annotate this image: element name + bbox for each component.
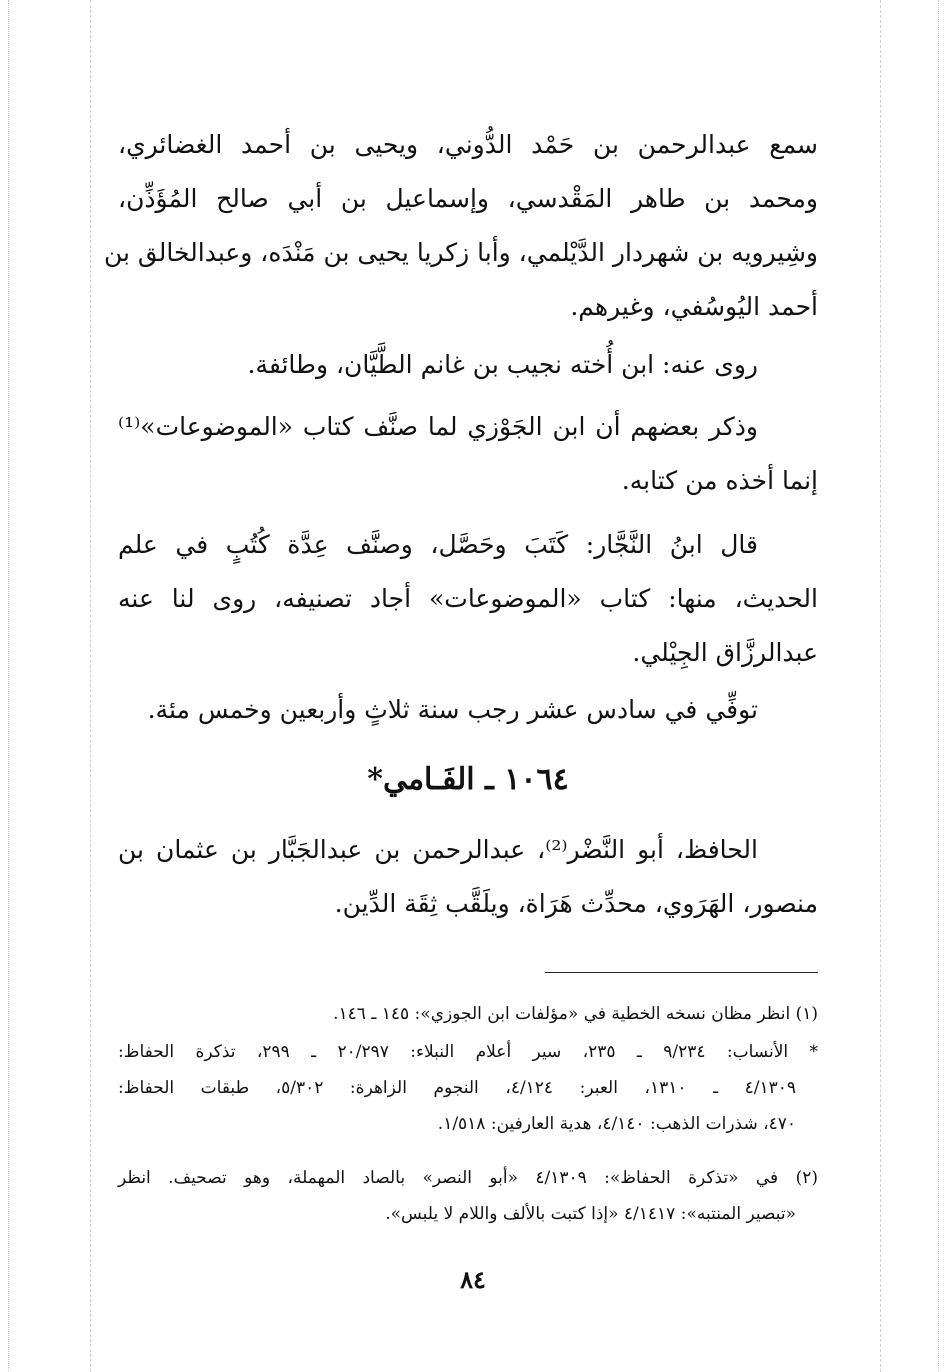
text-line: روى عنه: ابن أُخته نجيب بن غانم الطَّيَّان، وطائفة. xyxy=(247,350,758,379)
footnote-line: * الأنساب: ٩/٢٣٤ ـ ٢٣٥، سير أعلام النبلاء: ٢٠/٢٩٧ ـ ٢٩٩، تذكرة الحفاظ: xyxy=(118,1042,818,1062)
text-line: عبدالرزَّاق الجِيْلي. xyxy=(632,638,818,667)
text-line: أحمد اليُوسُفي، وغيرهم. xyxy=(570,292,818,321)
page-number: ٨٤ xyxy=(460,1265,486,1294)
footnote-divider xyxy=(545,972,818,973)
scan-edge-left xyxy=(8,0,9,1372)
text-line: الحافظ، أبو النَّضْر⁽²⁾، عبدالرحمن بن عبدالجَبَّار بن عثمان بن xyxy=(118,835,758,864)
paragraph-heard-from xyxy=(103,118,818,334)
entry-heading: ١٠٦٤ ـ الفَـامي* xyxy=(367,762,569,797)
text-line: الحديث، منها: كتاب «الموضوعات» أجاد تصنيفه، روى لنا عنه xyxy=(118,584,818,613)
paragraph-entry-body xyxy=(118,823,818,931)
footnote-1 xyxy=(118,996,818,1032)
footnote-line: (١) انظر مظان نسخه الخطية في «مؤلفات ابن الجوزي»: ١٤٥ ـ ١٤٦. xyxy=(333,1004,818,1024)
paragraph-ibn-al-jawzi xyxy=(118,400,818,508)
footnote-2 xyxy=(118,1160,818,1232)
text-line: ومحمد بن طاهر المَقْدسي، وإسماعيل بن أبي صالح المُؤَذِّن، xyxy=(118,184,818,213)
footnote-line: ٤/١٣٠٩ ـ ١٣١٠، العبر: ٤/١٢٤، النجوم الزاهرة: ٥/٣٠٢، طبقات الحفاظ: xyxy=(118,1078,796,1098)
text-line: وذكر بعضهم أن ابن الجَوْزي لما صنَّف كتاب «الموضوعات»⁽¹⁾ xyxy=(118,412,758,441)
scan-edge-right xyxy=(938,0,939,1372)
scan-margin-left xyxy=(90,0,91,1372)
scan-margin-right xyxy=(880,0,881,1372)
text-line: إنما أخذه من كتابه. xyxy=(621,466,818,495)
text-line: توفِّي في سادس عشر رجب سنة ثلاثٍ وأربعين وخمس مئة. xyxy=(147,695,758,724)
text-line: منصور، الهَرَوي، محدِّث هَرَاة، ويلَقَّب ثِقَة الدِّين. xyxy=(334,889,818,918)
paragraph-ibn-al-najjar xyxy=(118,518,818,680)
footnote-star xyxy=(118,1034,818,1142)
text-line: سمع عبدالرحمن بن حَمْد الدُّوني، ويحيى بن أحمد الغضائري، xyxy=(118,130,818,159)
footnote-line: (٢) في «تذكرة الحفاظ»: ٤/١٣٠٩ «أبو النصر» بالصاد المهملة، وهو تصحيف. انظر xyxy=(118,1168,818,1188)
text-line: وشِيرويه بن شهردار الدَّيْلمي، وأبا زكريا يحيى بن مَنْدَه، وعبدالخالق بن xyxy=(103,238,818,267)
paragraph-narrated-from-him xyxy=(118,338,818,392)
footnote-line: ٤٧٠، شذرات الذهب: ٤/١٤٠، هدية العارفين: ١/٥١٨. xyxy=(437,1114,796,1134)
text-line: قال ابنُ النَّجَّار: كَتَبَ وحَصَّل، وصنَّف عِدَّة كُتُبٍ في علم xyxy=(118,530,758,559)
paragraph-death-date xyxy=(118,683,818,737)
footnote-line: «تبصير المنتبه»: ٤/١٤١٧ «إذا كتبت بالألف واللام لا يلبس». xyxy=(385,1204,796,1224)
